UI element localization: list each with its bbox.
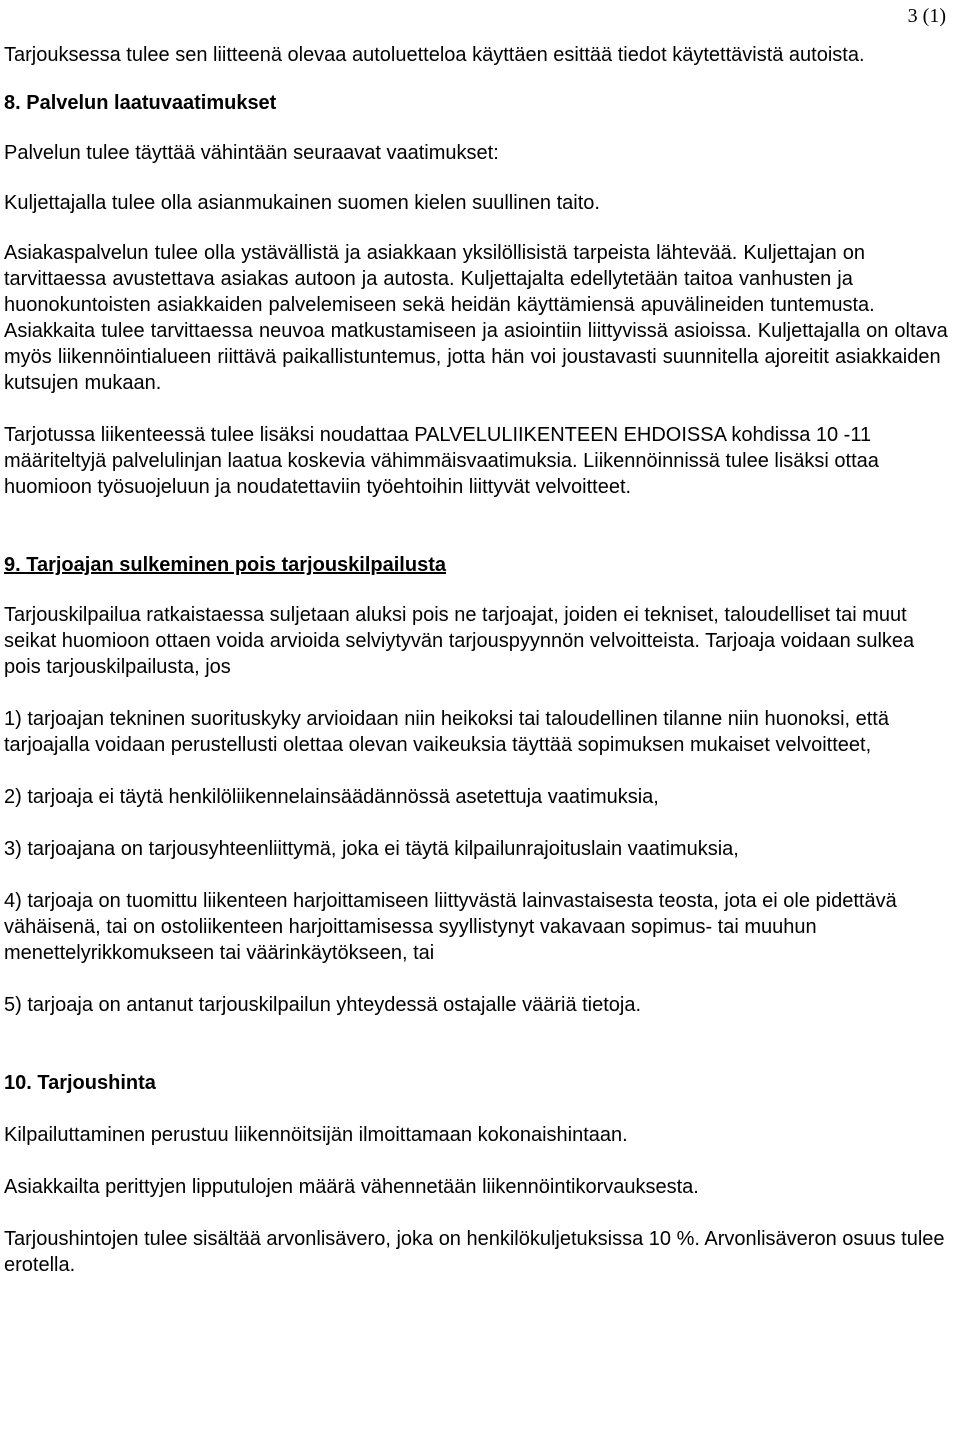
section-10-heading: 10. Tarjoushinta	[4, 1072, 156, 1094]
document-body	[4, 42, 956, 1278]
section-9-heading: 9. Tarjoajan sulkeminen pois tarjouskilpailusta	[4, 554, 446, 576]
section-9-item-5: 5) tarjoaja on antanut tarjouskilpailun yhteydessä ostajalle vääriä tietoja.	[4, 994, 642, 1016]
section-9-item-4: 4) tarjoaja on tuomittu liikenteen harjoittamiseen liittyvästä lainvastaisesta teosta, jota ei ole pidettävä vähäisenä, tai on ostoliikenteen harjoittamisessa syyllistynyt vakavaan sopimus- tai muuhun menettelyrikkomukseen tai väärinkäytökseen, tai	[4, 890, 897, 964]
section-8-paragraph-1: Palvelun tulee täyttää vähintään seuraavat vaatimukset:	[4, 142, 499, 164]
section-10-paragraph-1: Kilpailuttaminen perustuu liikennöitsijän ilmoittamaan kokonaishintaan.	[4, 1124, 628, 1146]
section-10-paragraph-2: Asiakkailta perittyjen lipputulojen määrä vähennetään liikennöintikorvauksesta.	[4, 1176, 699, 1198]
section-8-heading: 8. Palvelun laatuvaatimukset	[4, 92, 277, 114]
section-10-paragraph-3: Tarjoushintojen tulee sisältää arvonlisävero, joka on henkilökuljetuksissa 10 %. Arvonlisäveron osuus tulee erotella.	[4, 1228, 945, 1276]
section-9-paragraph-1: Tarjouskilpailua ratkaistaessa suljetaan aluksi pois ne tarjoajat, joiden ei tekniset, taloudelliset tai muut seikat huomioon ottaen voida arvioida selviytyvän tarjouspyynnön velvoitteista. Tarjoaja voidaan sulkea pois tarjouskilpailusta, jos	[4, 604, 915, 678]
page-number: 3 (1)	[907, 5, 946, 27]
intro-paragraph: Tarjouksessa tulee sen liitteenä olevaa autoluetteloa käyttäen esittää tiedot käytettävistä autoista.	[4, 44, 865, 66]
section-8-paragraph-3: Asiakaspalvelun tulee olla ystävällistä ja asiakkaan yksilöllisistä tarpeista lähtevää. Kuljettajan on tarvittaessa avustettava asiakas autoon ja autosta. Kuljettajalta edellytetään taitoa vanhusten ja huonokuntoisten asiakkaiden palvelemiseen sekä heidän käyttämiensä apuvälineiden tuntemusta. Asiakkaita tulee tarvittaessa neuvoa matkustamiseen ja asiointiin liittyvissä asioissa. Kuljettajalla on oltava myös liikennöintialueen riittävä paikallistuntemus, jotta hän voi joustavasti suunnitella ajoreitit asiakkaiden kutsujen mukaan.	[4, 242, 948, 394]
section-8-paragraph-4: Tarjotussa liikenteessä tulee lisäksi noudattaa PALVELULIIKENTEEN EHDOISSA kohdissa 10 -11 määriteltyjä palvelulinjan laatua koskevia vähimmäisvaatimuksia. Liikennöinnissä tulee lisäksi ottaa huomioon työsuojeluun ja noudatettaviin työehtoihin liittyvät velvoitteet.	[4, 424, 879, 498]
section-9-item-1: 1) tarjoajan tekninen suorituskyky arvioidaan niin heikoksi tai taloudellinen tilanne niin huonoksi, että tarjoajalla voidaan perustellusti olettaa olevan vaikeuksia täyttää sopimuksen mukaiset velvoitteet,	[4, 708, 889, 756]
section-8-paragraph-2: Kuljettajalla tulee olla asianmukainen suomen kielen suullinen taito.	[4, 192, 600, 214]
section-9-item-2: 2) tarjoaja ei täytä henkilöliikennelainsäädännössä asetettuja vaatimuksia,	[4, 786, 659, 808]
section-9-item-3: 3) tarjoajana on tarjousyhteenliittymä, joka ei täytä kilpailunrajoituslain vaatimuksia,	[4, 838, 739, 860]
